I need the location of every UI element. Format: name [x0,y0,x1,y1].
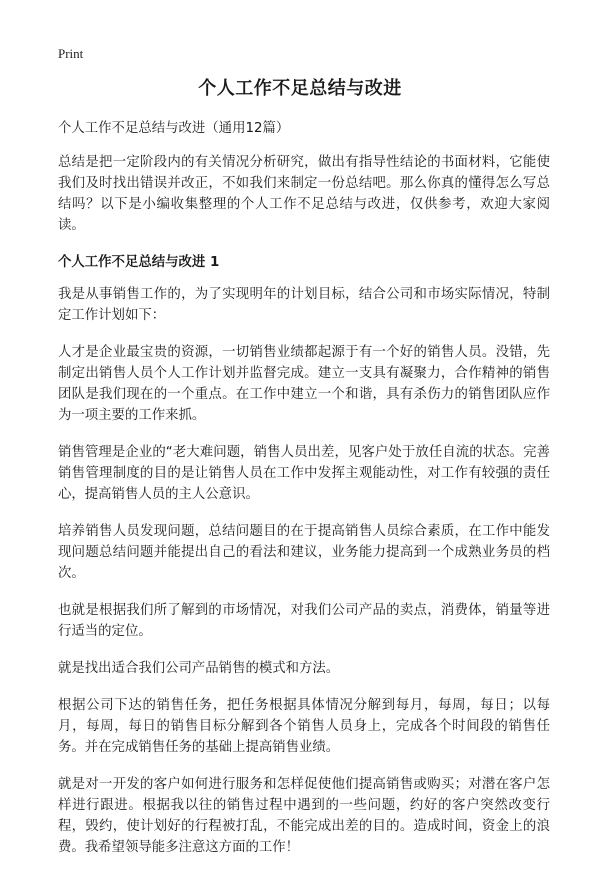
document-subtitle: 个人工作不足总结与改进（通用12篇） [58,121,290,136]
paragraph: 就是对一开发的客户如何进行服务和怎样促使他们提高销售或购买；对潜在客户怎样进行跟进。根据我以往的销售过程中遇到的一些问题，约好的客户突然改变行程，毁约，使计划好的行程被打乱，不能完成出差的目的。造成时间，资金上的浪费。我希望领导能多注意这方面的工作！ [58,777,550,855]
paragraph: 根据公司下达的销售任务，把任务根据具体情况分解到每月，每周，每日；以每月，每周，每日的销售目标分解到各个销售人员身上，完成各个时间段的销售任务。并在完成销售任务的基础上提高销售业绩。 [58,698,550,755]
section-heading: 个人工作不足总结与改进 1 [58,255,220,270]
paragraph: 销售管理是企业的“老大难问题，销售人员出差，见客户处于放任自流的状态。完善销售管理制度的目的是让销售人员在工作中发挥主观能动性，对工作有较强的责任心，提高销售人员的主人公意识。 [58,445,550,502]
document-body [58,118,550,874]
intro-paragraph: 总结是把一定阶段内的有关情况分析研究，做出有指导性结论的书面材料，它能使我们及时找出错误并改正，不如我们来制定一份总结吧。那么你真的懂得怎么写总结吗？以下是小编收集整理的个人工作不足总结与改进，仅供参考，欢迎大家阅读。 [58,155,550,233]
paragraph: 就是找出适合我们公司产品销售的模式和方法。 [58,661,340,676]
paragraph: 也就是根据我们所了解到的市场情况，对我们公司产品的卖点，消费体，销量等进行适当的定位。 [58,603,550,639]
paragraph: 培养销售人员发现问题，总结问题目的在于提高销售人员综合素质，在工作中能发现问题总结问题并能提出自己的看法和建议，业务能力提高到一个成熟业务员的档次。 [58,524,550,581]
paragraph: 我是从事销售工作的，为了实现明年的计划目标，结合公司和市场实际情况，特制定工作计划如下： [58,287,550,323]
print-label: Print [58,46,84,61]
paragraph: 人才是企业最宝贵的资源，一切销售业绩都起源于有一个好的销售人员。没错，先制定出销售人员个人工作计划并监督完成。建立一支具有凝聚力，合作精神的销售团队是我们现在的一个重点。在工作中建立一个和谐，具有杀伤力的销售团队应作为一项主要的工作来抓。 [58,345,550,423]
page-title: 个人工作不足总结与改进 [198,78,402,99]
